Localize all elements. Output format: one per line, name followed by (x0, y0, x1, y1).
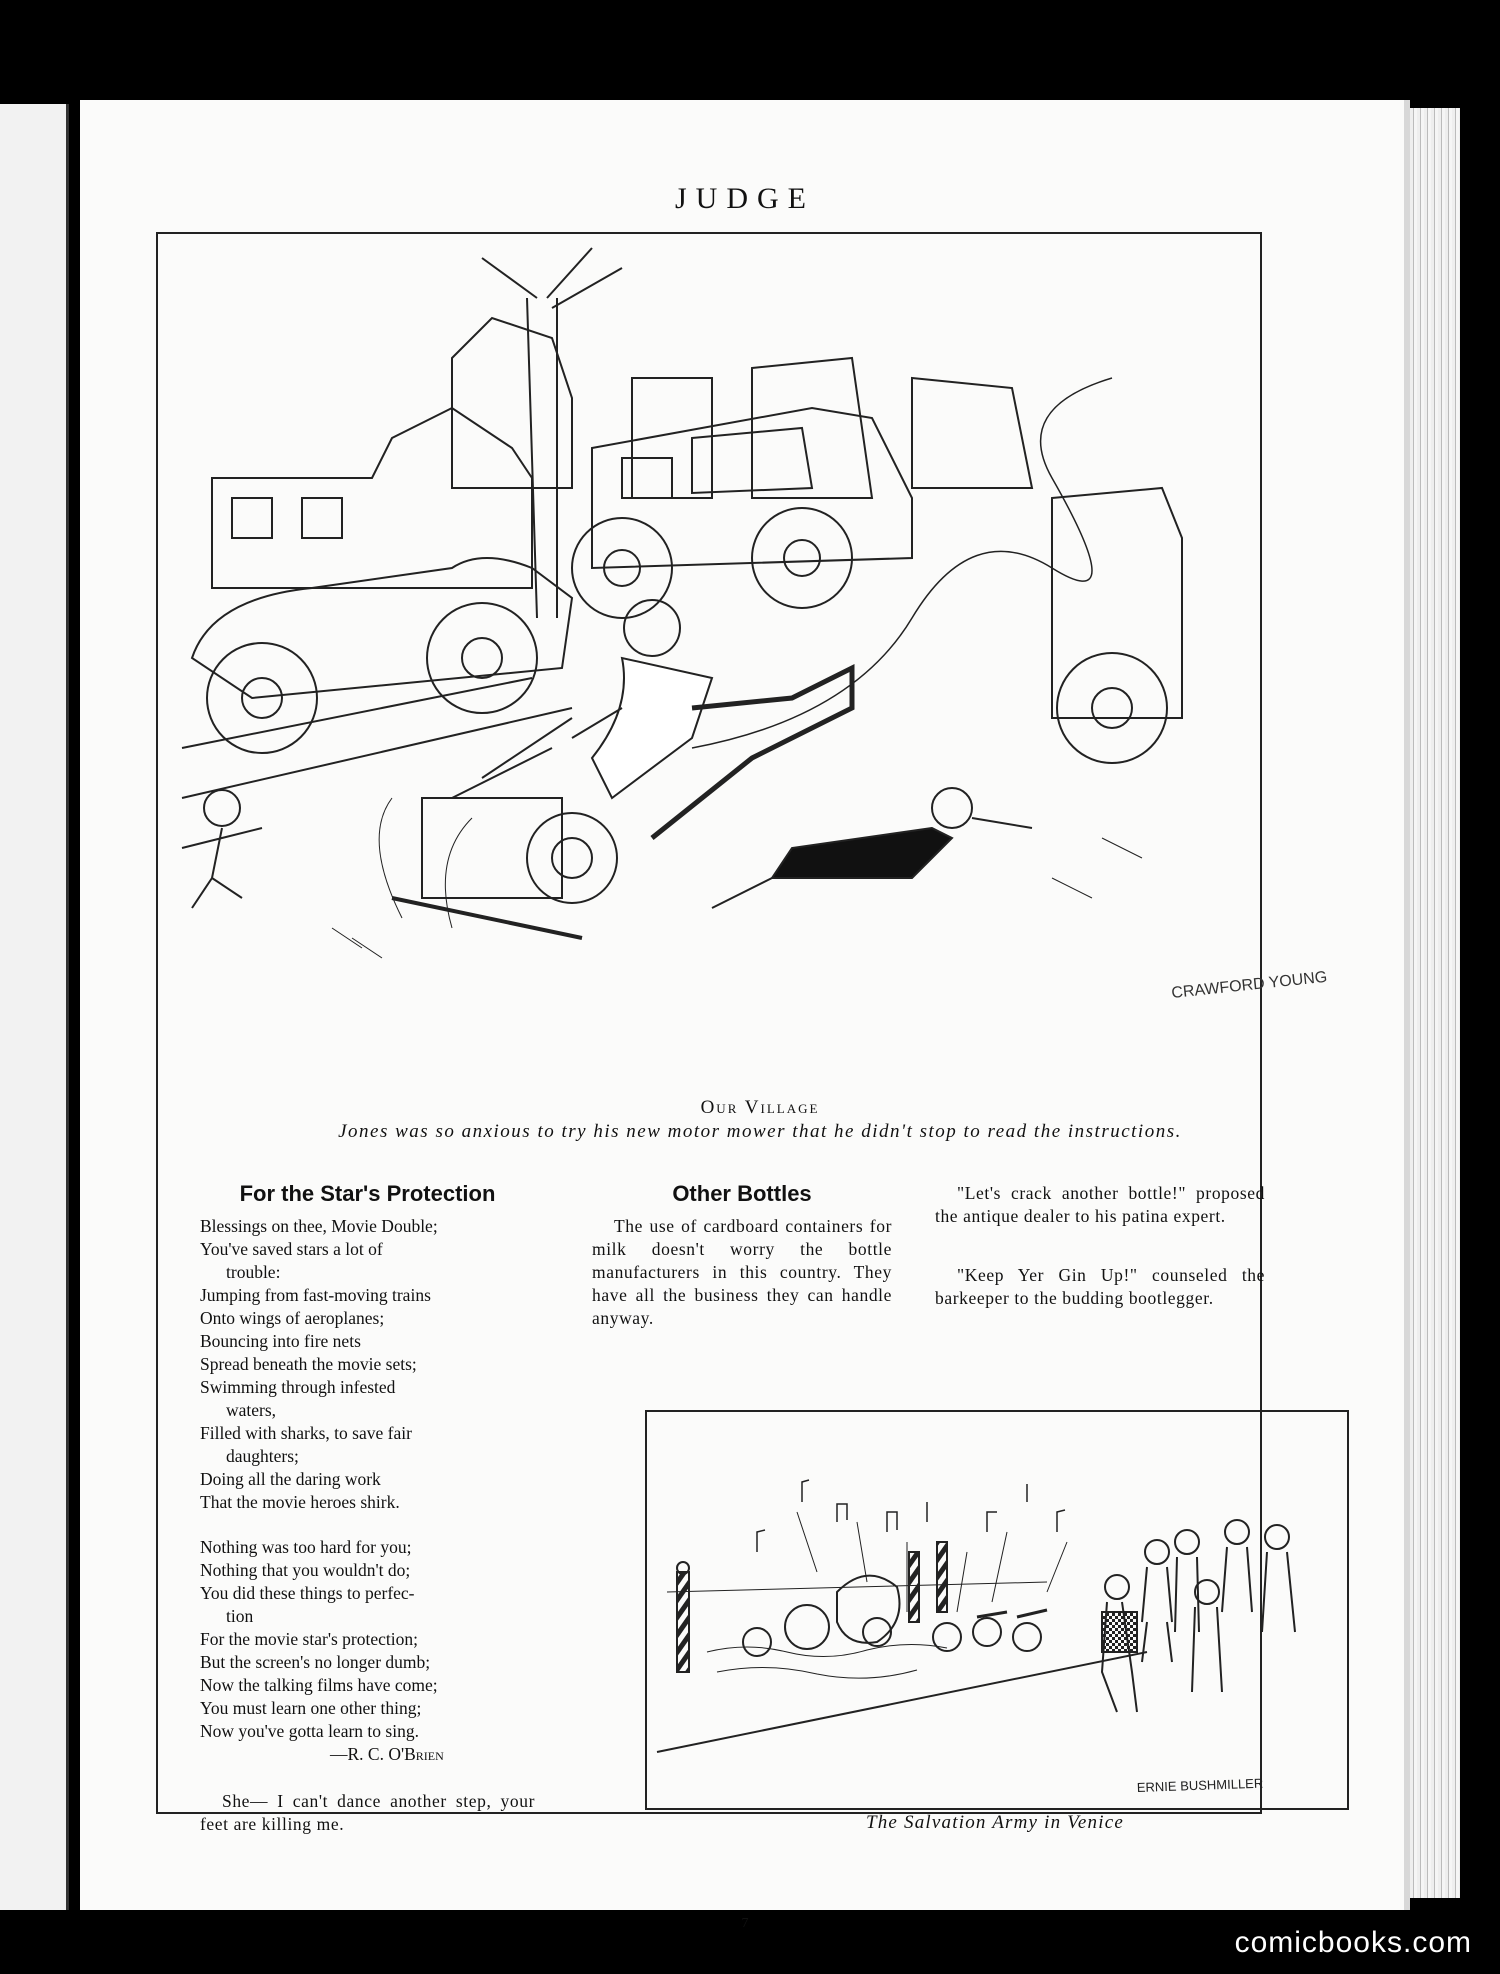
poem-lines (200, 1215, 535, 1743)
joke-gin: "Keep Yer Gin Up!" counseled the barkeeper to the budding bootlegger. (935, 1265, 1265, 1308)
poem-line: Nothing was too hard for you; (200, 1537, 412, 1557)
poem-line: Now you've gotta learn to sing. (200, 1721, 419, 1741)
poem-line: Filled with sharks, to save fair (200, 1423, 412, 1443)
joke-bottle: "Let's crack another bottle!" proposed the antique dealer to his patina expert. (935, 1183, 1265, 1226)
watermark: comicbooks.com (1234, 1926, 1472, 1959)
stanza-break (200, 1514, 535, 1536)
facing-page-edge (0, 104, 69, 1910)
poem-line: Doing all the daring work (200, 1469, 381, 1489)
cartoon2-caption: The Salvation Army in Venice (865, 1812, 1125, 1833)
poem-line: Nothing that you wouldn't do; (200, 1560, 411, 1580)
poem-line: daughters; (226, 1446, 299, 1466)
jokes-column (935, 1182, 1265, 1310)
cartoon1-title: Our Village (700, 1097, 820, 1118)
bottles-text: The use of cardboard containers for milk doesn't worry the bottle manufacturers in this country. They have all the business they can handle anyway. (592, 1216, 892, 1328)
poem-line: You've saved stars a lot of (200, 1239, 383, 1259)
poem-line: tion (226, 1606, 254, 1626)
bottles-column (592, 1182, 892, 1330)
bottles-title: Other Bottles (672, 1181, 812, 1206)
poem-line: Bouncing into fire nets (200, 1331, 361, 1351)
poem-author: —R. C. O'Brien (330, 1744, 444, 1764)
poem-line: trouble: (226, 1262, 281, 1282)
page-stack-edge (1410, 108, 1460, 1898)
page-number: 7 (741, 1916, 749, 1931)
cartoon1-signature: CRAWFORD YOUNG (1170, 968, 1329, 1002)
poem-line: Swimming through infested (200, 1377, 396, 1397)
poem-line: Jumping from fast-moving trains (200, 1285, 431, 1305)
masthead: JUDGE (675, 182, 815, 215)
cartoon2-signature: ERNIE BUSHMILLER (1136, 1775, 1264, 1795)
poem-line: Spread beneath the movie sets; (200, 1354, 417, 1374)
cartoon1-caption-block (310, 1096, 1210, 1144)
poem-line: Now the talking films have come; (200, 1675, 438, 1695)
magazine-page (80, 100, 1410, 1931)
joke-she: She— I can't dance another step, your feet are killing me. (200, 1791, 535, 1834)
poem-column (200, 1182, 535, 1836)
poem-title: For the Star's Protection (239, 1181, 496, 1206)
cartoon-venice-frame (645, 1410, 1349, 1810)
cartoon-venice-illustration (647, 1412, 1347, 1808)
poem-line: You did these things to perfec- (200, 1583, 415, 1603)
poem-line: For the movie star's protection; (200, 1629, 418, 1649)
poem-line: waters, (226, 1400, 277, 1420)
poem-line: You must learn one other thing; (200, 1698, 422, 1718)
cartoon1-caption: Jones was so anxious to try his new motor mower that he didn't stop to read the instructions. (338, 1121, 1182, 1142)
poem-line: Blessings on thee, Movie Double; (200, 1216, 438, 1236)
poem-line: But the screen's no longer dumb; (200, 1652, 431, 1672)
poem-line: Onto wings of aeroplanes; (200, 1308, 385, 1328)
poem-line: That the movie heroes shirk. (200, 1492, 400, 1512)
cartoon-mower-illustration (152, 238, 1329, 1088)
